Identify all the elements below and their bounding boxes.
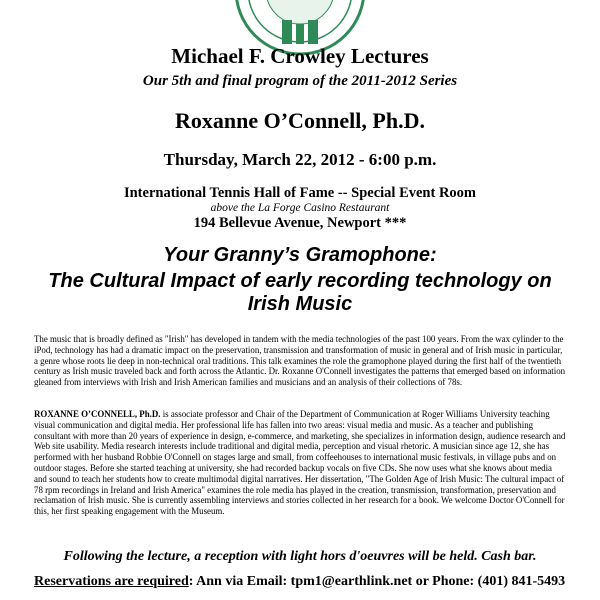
reception-note: Following the lecture, a reception with light hors d'oeuvres will be held. Cash bar. [63,549,537,564]
reservations-line [34,574,574,590]
series-subtitle: Our 5th and final program of the 2011-2012 Series [142,73,458,89]
lecture-series-title: Michael F. Crowley Lectures [171,44,429,68]
event-date: Thursday, March 22, 2012 - 6:00 p.m. [163,150,437,169]
reservations-contact: : Ann via Email: tpm1@earthlink.net or Phone: (401) 841-5493 [188,574,566,589]
venue-name: International Tennis Hall of Fame -- Special Event Room [123,185,477,201]
speaker-bio-name: ROXANNE O’CONNELL, Ph.D. [34,409,161,419]
talk-title-line-2: The Cultural Impact of early recording technology on [48,270,552,292]
venue-address: 194 Bellevue Avenue, Newport *** [193,215,407,231]
reservations-label: Reservations are required [34,574,189,589]
speaker-name: Roxanne O’Connell, Ph.D. [175,108,425,133]
talk-title-line-1: Your Granny’s Gramophone: [163,244,437,266]
venue-note: above the La Forge Casino Restaurant [210,202,390,214]
talk-title-line-3: Irish Music [247,293,353,315]
speaker-bio [34,409,566,517]
speaker-bio-text: is associate professor and Chair of the Department of Communication at Roger Williams University teaching visual communication and digital media. Her professional life has fallen into two areas: visual media and music. As a teacher and publishing consultant with more than 20 years of experience in design, e-commerce, and marketing, she specializes in information design, audience research and Web site usability. Media research interests include traditional and digital media, perception and visual rhetoric. A musician since age 12, she has performed with her husband Robbie O'Connell on stages large and small, from coffeehouses to international music festivals, in village pubs and on outdoor stages. Before she started teaching at university, she had recorded backup vocals on five CDs. She now uses what she knows about media and sound to teach her students how to create multimodal digital narratives. Her dissertation, "The Golden Age of Irish Music: The cultural impact of 78 rpm recordings in Ireland and Irish America" examines the role media has played in the creation, transmission, transformation, preservation and reclamation of Irish music. She is currently assembling interviews and stories collected in her research for a book. We welcome Doctor O'Connell for this, her first speaking engagement with the Museum. [34,409,566,517]
talk-description: The music that is broadly defined as "Irish" has developed in tandem with the media technologies of the past 100 years. From the wax cylinder to the iPod, technology has had a dramatic impact on the preservation, transmission and transformation of music in general and of Irish music in particular, a genre whose roots lie deep in non-technical oral traditions. This talk examines the role the gramophone played during the first half of the twentieth century as Irish music traveled back and forth across the Atlantic. Dr. Roxanne O'Connell investigates the patterns that emerged based on information gleaned from interviews with Irish and Irish American families and musicians and an analysis of their collections of 78s. [34,334,566,388]
